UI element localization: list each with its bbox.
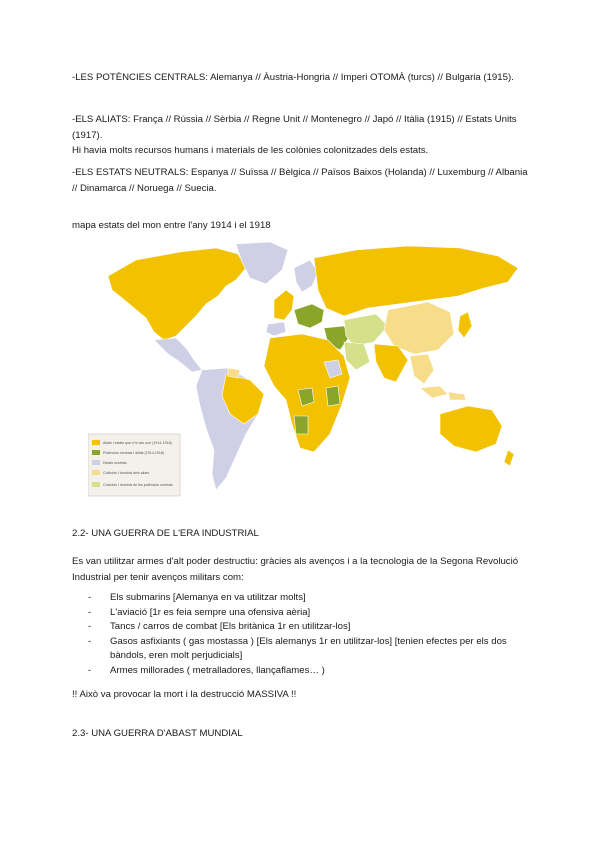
central-america-shape — [154, 338, 202, 372]
guianas-shape — [228, 368, 240, 378]
map-caption: mapa estats del mon entre l'any 1914 i el 1918 — [72, 220, 271, 231]
iberia-shape — [266, 322, 286, 336]
bullet-dash: - — [88, 606, 92, 618]
allies-text: -ELS ALIATS: França // Rússia // Sèrbia // Regne Unit // Montenegro // Japó // Itàlia (1915) // Estats Units (1917). — [72, 114, 517, 141]
world-map-figure — [88, 238, 528, 500]
map-legend — [88, 434, 180, 496]
japan-shape — [458, 312, 472, 338]
legend-swatch-neutral — [92, 460, 100, 465]
list-item-text: Els submarins [Alemanya en va utilitzar molts] — [110, 592, 306, 603]
bullet-dash: - — [88, 664, 92, 676]
central-powers-text: -LES POTÈNCIES CENTRALS: Alemanya // Àustria-Hongria // Imperi OTOMÀ (turcs) // Bulgaria (1915). — [72, 72, 514, 83]
list-item — [88, 664, 528, 679]
world-map — [88, 238, 528, 500]
list-item-text: Gasos asfixiants ( gas mostassa ) [Els alemanys 1r en utilitzar-los] [tenien efectes per els dos bàndols, eren molt perjudicials] — [110, 635, 507, 661]
colonies-note: Hi havia molts recursos humans i materials de les colònies colonitzades dels estats. — [72, 145, 429, 156]
list-item — [88, 591, 528, 606]
legend-swatch-central — [92, 450, 100, 455]
bullet-dash: - — [88, 621, 92, 632]
north-america-shape — [108, 248, 246, 340]
legend-swatch-central-colonies — [92, 482, 100, 487]
legend-label-central-colonies: Colònies i dominis de les potències centrals — [103, 483, 173, 487]
central-asia-shape — [344, 314, 388, 346]
list-item-text: L'aviació [1r es feia sempre una ofensiva aèria] — [110, 606, 311, 618]
section-22-intro-text: Es van utilitzar armes d'alt poder destructiu: gràcies als avenços i a la tecnologia de la Segona Revolució Industrial per tenir avenços militars com: — [72, 556, 519, 583]
central-powers-paragraph — [72, 70, 528, 86]
legend-label-allies: Aliats i estats que s'hi van unir (1914-1918) — [103, 441, 172, 445]
central-powers-africa-colony-southwest — [294, 416, 308, 434]
southeast-asia-shape — [410, 354, 434, 384]
neutral-states-text: -ELS ESTATS NEUTRALS: Espanya // Suïssa // Bèlgica // Països Baixos (Holanda) // Luxemburg // Albania // Dinamarca // Noruega // Suecia. — [72, 167, 528, 194]
central-powers-europe-shape — [294, 304, 324, 328]
new-zealand-shape — [504, 450, 514, 466]
neutral-states-paragraph — [72, 165, 528, 196]
list-item — [88, 606, 528, 621]
europe-west-shape — [274, 290, 294, 320]
section-22-intro — [72, 554, 528, 585]
list-item-text: Armes millorades ( metralladores, llançaflames… ) — [110, 664, 325, 676]
scandinavia-shape — [294, 260, 318, 292]
weapons-list — [88, 591, 528, 678]
legend-swatch-allies — [92, 440, 100, 445]
allies-paragraph — [72, 112, 528, 159]
bullet-dash: - — [88, 635, 92, 647]
indonesia-shape — [420, 386, 466, 400]
arabia-shape — [344, 342, 370, 370]
section-23-title: 2.3- UNA GUERRA D'ABAST MUNDIAL — [72, 728, 243, 739]
list-item — [88, 635, 528, 664]
section-22-title: 2.2- UNA GUERRA DE L'ERA INDUSTRIAL — [72, 528, 259, 539]
legend-swatch-allied-colonies — [92, 470, 100, 475]
massive-destruction-text: !! Això va provocar la mort i la destrucció MASSIVA !! — [72, 689, 297, 700]
legend-label-neutral: Estats neutrals — [103, 461, 127, 465]
legend-label-allied-colonies: Colònies i dominis dels aliats — [103, 471, 150, 475]
australia-shape — [440, 406, 502, 452]
list-item — [88, 620, 528, 635]
massive-destruction-note — [72, 687, 528, 703]
list-item-text: Tancs / carros de combat [Els britànica 1r en utilitzar-los] — [110, 621, 351, 632]
bullet-dash: - — [88, 592, 92, 603]
central-powers-africa-colony-east — [326, 386, 340, 406]
legend-label-central: Potències centrals i aliats (1914-1918) — [103, 451, 165, 455]
greenland-shape — [236, 242, 288, 284]
